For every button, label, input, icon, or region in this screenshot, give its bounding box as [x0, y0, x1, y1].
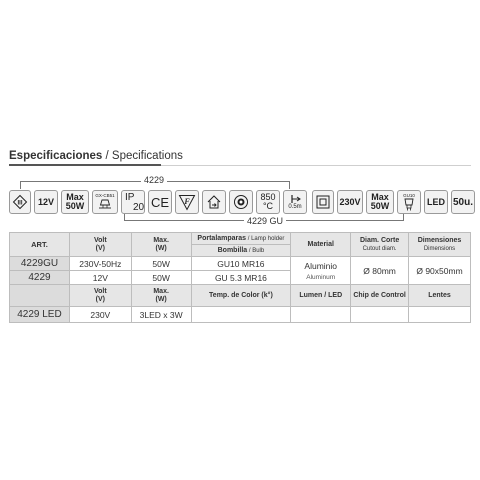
gu10-lamp-icon: [397, 190, 421, 214]
col-max-2-label: Max.: [153, 287, 169, 295]
col-volt-2: [69, 285, 131, 307]
col-volt-label: Volt: [93, 236, 107, 244]
col-max: [131, 233, 191, 257]
art-cell: 4229 LED: [10, 307, 70, 323]
material-en: Aluminum: [306, 273, 336, 281]
specifications-table: [9, 232, 471, 323]
lumen-cell: [291, 307, 351, 323]
header-row-1: [10, 233, 471, 245]
section-heading: [9, 150, 183, 162]
col-dim-label: Dimensiones: [417, 236, 462, 244]
table-row: [10, 307, 471, 323]
dimensions-cell: Ø 90x50mm: [409, 257, 471, 285]
col-max-2: [131, 285, 191, 307]
f-mark-letter: F: [184, 196, 190, 206]
bulb-cell: GU 5.3 MR16: [191, 271, 291, 285]
col-lumen: Lumen / LED: [291, 285, 351, 307]
watt-label: 50W: [65, 201, 85, 211]
heading-english: / Specifications: [102, 150, 183, 162]
col-bulb-label: Bombilla: [217, 246, 248, 254]
max-50w-badge: [61, 190, 89, 214]
voltage-12v-badge: 12V: [34, 190, 58, 214]
temp-value: 850: [260, 192, 276, 202]
bracket-4229-label: 4229: [141, 175, 167, 185]
col-cutout-label: Diam. Corte: [359, 236, 400, 244]
col-color-temp: Temp. de Color (k°): [191, 285, 291, 307]
col-volt-unit: (V): [95, 244, 105, 252]
watt-label-2: 50W: [370, 201, 390, 211]
bulb-cell: GU10 MR16: [191, 257, 291, 271]
volt-cell: 230V-50Hz: [69, 257, 131, 271]
max-cell: 50W: [131, 271, 191, 285]
gx-lamp-icon: [92, 190, 118, 214]
svg-text:III: III: [17, 200, 23, 207]
col-cutout: [351, 233, 409, 257]
class-iii-icon: [9, 190, 31, 214]
col-control-chip: Chip de Control: [351, 285, 409, 307]
f-mark-icon: [175, 190, 199, 214]
max-label-2: Max: [371, 192, 389, 202]
material-es: Aluminio: [304, 260, 338, 271]
col-lens: Lentes: [409, 285, 471, 307]
col-volt: [69, 233, 131, 257]
temp-unit: °C: [262, 201, 274, 211]
led-badge: LED: [424, 190, 448, 214]
col-dim-en: Dimensions: [423, 245, 456, 252]
col-cutout-en: Cutout diam.: [362, 245, 397, 252]
ip-label: IP: [125, 192, 135, 203]
col-max-unit: (W): [155, 244, 167, 252]
chip-cell: [351, 307, 409, 323]
color-temp-cell: [191, 307, 291, 323]
class-ii-icon: [312, 190, 334, 214]
heading-underline: [9, 164, 161, 166]
lens-cell: [409, 307, 471, 323]
volt-cell: 230V: [69, 307, 131, 323]
gu10-label: GU10: [403, 193, 415, 198]
art-cell: 4229: [10, 271, 70, 285]
max-cell: 3LED x 3W: [131, 307, 191, 323]
material-cell: [291, 257, 351, 285]
col-volt-2-label: Volt: [93, 287, 107, 295]
col-max-2-unit: (W): [155, 295, 167, 303]
col-bulb-en: / Bulb: [247, 247, 265, 254]
heading-spanish: Especificaciones: [9, 150, 103, 162]
ceiling-mount-icon: [202, 190, 226, 214]
pack-50u-badge: 50u.: [451, 190, 475, 214]
voltage-230v-badge: 230V: [337, 190, 363, 214]
col-holder-en: / Lamp holder: [246, 235, 285, 242]
max-50w-badge-2: [366, 190, 394, 214]
volt-cell: 12V: [69, 271, 131, 285]
ip-rating: 20: [133, 202, 145, 213]
distance-icon: [283, 190, 307, 214]
col-bulb: [191, 245, 291, 257]
col-lamp-holder: [191, 233, 291, 245]
col-max-label: Max.: [153, 236, 169, 244]
col-dimensions: [409, 233, 471, 257]
max-cell: 50W: [131, 257, 191, 271]
col-holder-label: Portalamparas: [197, 234, 247, 242]
col-volt-2-unit: (V): [95, 295, 105, 303]
art-blank-cell: [10, 285, 70, 307]
max-label: Max: [66, 192, 84, 202]
header-row-2: [10, 285, 471, 307]
cutout-cell: Ø 80mm: [351, 257, 409, 285]
art-cell: 4229GU: [10, 257, 70, 271]
table-row: [10, 257, 471, 271]
heat-resistant-icon: [229, 190, 253, 214]
distance-label: 0.5m: [288, 204, 302, 210]
certification-icon-row: [9, 190, 479, 216]
col-material: Material: [291, 233, 351, 257]
ce-mark-icon: CE: [148, 190, 172, 214]
ip20-badge: [121, 190, 145, 214]
bracket-4229gu-label: 4229 GU: [244, 216, 286, 226]
col-art: ART.: [10, 233, 70, 257]
temp-850-badge: [256, 190, 280, 214]
gx-lamp-label: GX-CB51: [95, 193, 115, 198]
